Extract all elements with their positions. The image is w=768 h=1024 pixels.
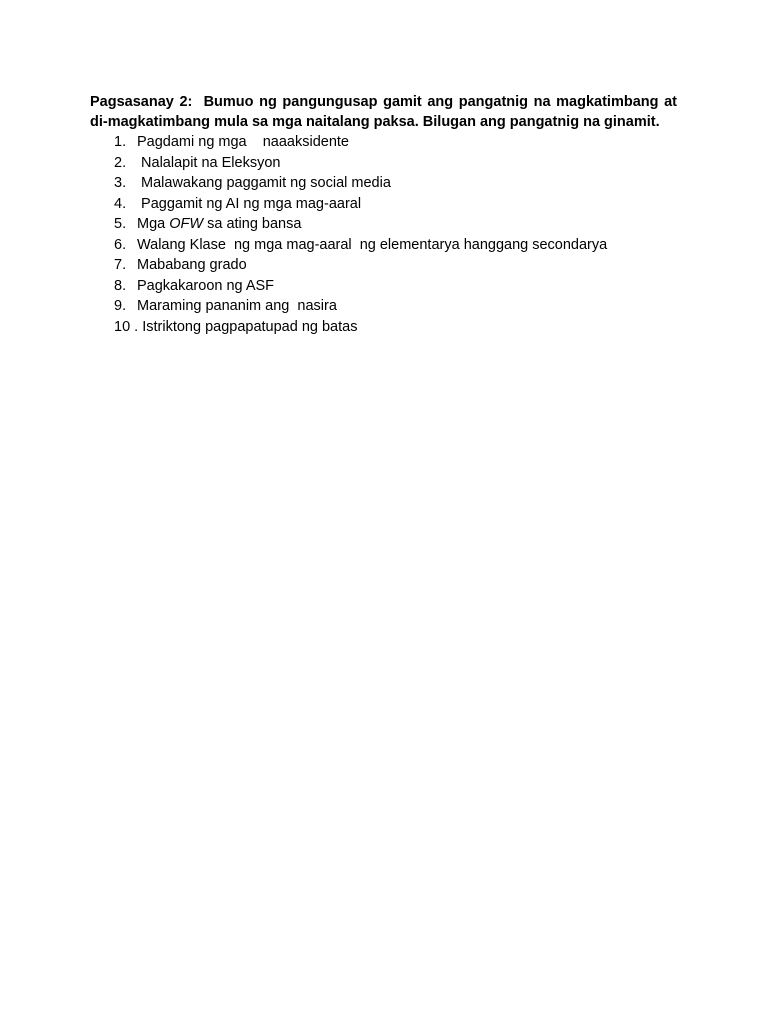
item-text-pre: Mga xyxy=(137,216,170,232)
item-text: Paggamit ng AI ng mga mag-aaral xyxy=(137,195,362,212)
item-text-post: sa ating bansa xyxy=(203,216,302,232)
list-item xyxy=(90,296,677,317)
item-number: 2. xyxy=(114,154,127,171)
item-text: Walang Klase ng mga mag-aaral ng elementarya hanggang secondarya xyxy=(137,236,608,253)
list-item xyxy=(90,235,677,256)
item-number: 6. xyxy=(114,236,127,253)
item-text: Maraming pananim ang nasira xyxy=(137,298,337,314)
list-item xyxy=(90,317,677,338)
list-item xyxy=(90,194,677,215)
item-text-emphasis: OFW xyxy=(169,216,204,232)
list-item xyxy=(90,255,677,276)
item-number: 7. xyxy=(114,257,127,273)
exercise-label: Pagsasanay 2: xyxy=(90,94,193,110)
list-item xyxy=(90,173,677,194)
list-item xyxy=(90,132,677,153)
item-number: 4. xyxy=(114,195,127,212)
item-text: Malawakang paggamit ng social media xyxy=(137,175,391,191)
list-item xyxy=(90,214,677,235)
exercise-block xyxy=(90,93,677,337)
item-text: Nalalapit na Eleksyon xyxy=(137,154,281,171)
item-number: 10 . xyxy=(114,318,143,335)
item-number: 5. xyxy=(114,216,127,232)
item-text: Pagkakaroon ng ASF xyxy=(137,277,275,294)
item-number: 8. xyxy=(114,277,127,294)
exercise-instruction xyxy=(90,93,677,132)
item-number: 9. xyxy=(114,298,127,314)
topic-list xyxy=(90,132,677,337)
item-text xyxy=(137,214,301,235)
exercise-instruction-text: Bumuo ng pangungusap gamit ang pangatnig na magkatimbang at di-magkatimbang mula sa mga naitalang paksa. Bilugan ang pangatnig na ginamit. xyxy=(90,94,677,130)
item-text: Mababang grado xyxy=(137,257,247,273)
list-item xyxy=(90,276,677,297)
item-number: 1. xyxy=(114,134,127,150)
item-text: Pagdami ng mga naaaksidente xyxy=(137,134,349,150)
item-text: Istriktong pagpapatupad ng batas xyxy=(142,318,358,335)
item-number: 3. xyxy=(114,175,127,191)
list-item xyxy=(90,153,677,174)
